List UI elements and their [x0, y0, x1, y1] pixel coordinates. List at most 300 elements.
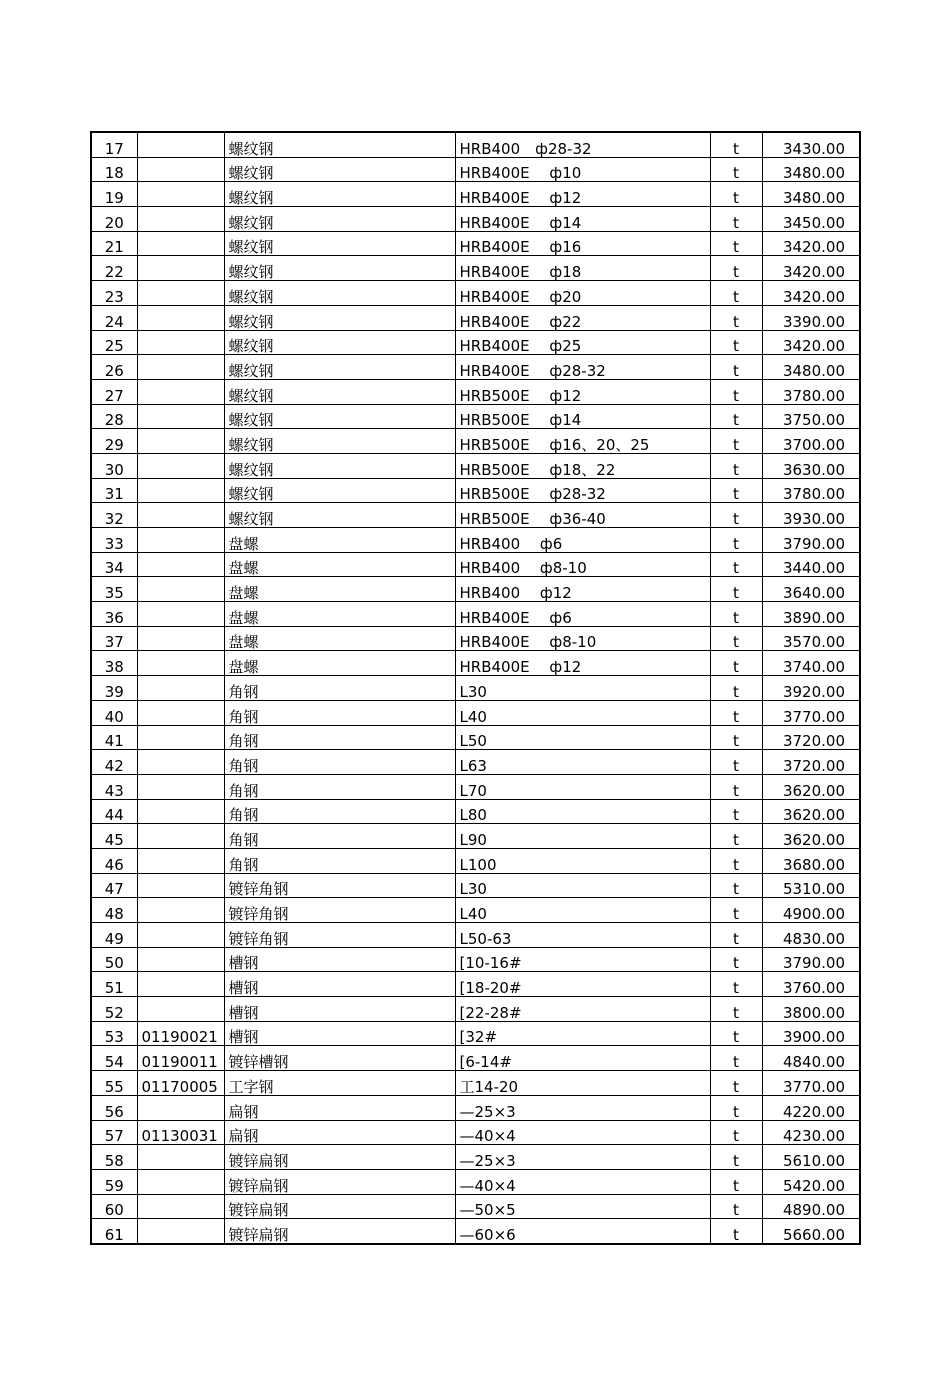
- material-name-cell: 螺纹钢: [224, 355, 455, 380]
- specification-cell: —50×5: [455, 1194, 710, 1219]
- row-number-cell: 38: [91, 651, 137, 676]
- price-cell: 3620.00: [762, 824, 860, 849]
- unit-cell: t: [710, 1219, 762, 1244]
- material-name-cell: 螺纹钢: [224, 256, 455, 281]
- row-number-cell: 17: [91, 132, 137, 157]
- price-table: [90, 131, 861, 1245]
- unit-cell: t: [710, 1071, 762, 1096]
- unit-cell: t: [710, 626, 762, 651]
- row-number-cell: 29: [91, 429, 137, 454]
- row-number-cell: 42: [91, 750, 137, 775]
- material-name-cell: 镀锌角钢: [224, 873, 455, 898]
- item-code-cell: [137, 848, 224, 873]
- price-cell: 3740.00: [762, 651, 860, 676]
- row-number-cell: 43: [91, 774, 137, 799]
- specification-cell: HRB400E ф16: [455, 231, 710, 256]
- table-row: [91, 602, 860, 627]
- price-cell: 3440.00: [762, 552, 860, 577]
- specification-cell: [18-20#: [455, 972, 710, 997]
- unit-cell: t: [710, 355, 762, 380]
- unit-cell: t: [710, 774, 762, 799]
- specification-cell: —25×3: [455, 1145, 710, 1170]
- material-name-cell: 螺纹钢: [224, 182, 455, 207]
- item-code-cell: [137, 305, 224, 330]
- item-code-cell: 01130031: [137, 1120, 224, 1145]
- material-name-cell: 螺纹钢: [224, 453, 455, 478]
- item-code-cell: [137, 182, 224, 207]
- row-number-cell: 30: [91, 453, 137, 478]
- table-row: [91, 281, 860, 306]
- item-code-cell: [137, 898, 224, 923]
- table-row: [91, 1169, 860, 1194]
- unit-cell: t: [710, 552, 762, 577]
- item-code-cell: [137, 1169, 224, 1194]
- row-number-cell: 33: [91, 528, 137, 553]
- table-row: [91, 132, 860, 157]
- item-code-cell: [137, 132, 224, 157]
- material-name-cell: 角钢: [224, 774, 455, 799]
- table-row: [91, 404, 860, 429]
- unit-cell: t: [710, 330, 762, 355]
- item-code-cell: [137, 676, 224, 701]
- specification-cell: [10-16#: [455, 947, 710, 972]
- price-cell: 3420.00: [762, 231, 860, 256]
- price-cell: 5420.00: [762, 1169, 860, 1194]
- specification-cell: L80: [455, 799, 710, 824]
- row-number-cell: 22: [91, 256, 137, 281]
- unit-cell: t: [710, 923, 762, 948]
- table-row: [91, 379, 860, 404]
- row-number-cell: 44: [91, 799, 137, 824]
- row-number-cell: 24: [91, 305, 137, 330]
- material-name-cell: 螺纹钢: [224, 157, 455, 182]
- specification-cell: —25×3: [455, 1095, 710, 1120]
- row-number-cell: 51: [91, 972, 137, 997]
- price-cell: 3480.00: [762, 157, 860, 182]
- table-row: [91, 429, 860, 454]
- item-code-cell: [137, 997, 224, 1022]
- price-cell: 4230.00: [762, 1120, 860, 1145]
- table-row: [91, 972, 860, 997]
- specification-cell: L63: [455, 750, 710, 775]
- row-number-cell: 52: [91, 997, 137, 1022]
- material-name-cell: 镀锌角钢: [224, 923, 455, 948]
- unit-cell: t: [710, 231, 762, 256]
- specification-cell: L40: [455, 898, 710, 923]
- price-cell: 3620.00: [762, 799, 860, 824]
- unit-cell: t: [710, 305, 762, 330]
- price-cell: 3480.00: [762, 182, 860, 207]
- price-cell: 3630.00: [762, 453, 860, 478]
- unit-cell: t: [710, 676, 762, 701]
- price-cell: 5610.00: [762, 1145, 860, 1170]
- unit-cell: t: [710, 1120, 762, 1145]
- price-cell: 3890.00: [762, 602, 860, 627]
- table-row: [91, 923, 860, 948]
- price-cell: 3700.00: [762, 429, 860, 454]
- price-cell: 3790.00: [762, 528, 860, 553]
- table-row: [91, 1021, 860, 1046]
- material-name-cell: 镀锌扁钢: [224, 1169, 455, 1194]
- item-code-cell: [137, 281, 224, 306]
- specification-cell: L70: [455, 774, 710, 799]
- specification-cell: HRB400E ф14: [455, 207, 710, 232]
- table-row: [91, 528, 860, 553]
- item-code-cell: [137, 1145, 224, 1170]
- table-row: [91, 355, 860, 380]
- material-name-cell: 螺纹钢: [224, 429, 455, 454]
- price-cell: 3420.00: [762, 256, 860, 281]
- unit-cell: t: [710, 997, 762, 1022]
- specification-cell: HRB500E ф14: [455, 404, 710, 429]
- unit-cell: t: [710, 700, 762, 725]
- material-name-cell: 螺纹钢: [224, 231, 455, 256]
- unit-cell: t: [710, 453, 762, 478]
- table-row: [91, 503, 860, 528]
- table-row: [91, 626, 860, 651]
- material-name-cell: 螺纹钢: [224, 132, 455, 157]
- row-number-cell: 28: [91, 404, 137, 429]
- item-code-cell: [137, 256, 224, 281]
- specification-cell: [32#: [455, 1021, 710, 1046]
- specification-cell: HRB400 ф12: [455, 577, 710, 602]
- item-code-cell: [137, 379, 224, 404]
- item-code-cell: [137, 873, 224, 898]
- table-row: [91, 750, 860, 775]
- unit-cell: t: [710, 602, 762, 627]
- material-name-cell: 螺纹钢: [224, 478, 455, 503]
- table-row: [91, 700, 860, 725]
- material-name-cell: 螺纹钢: [224, 207, 455, 232]
- unit-cell: t: [710, 281, 762, 306]
- table-row: [91, 256, 860, 281]
- material-name-cell: 角钢: [224, 700, 455, 725]
- item-code-cell: [137, 528, 224, 553]
- table-row: [91, 997, 860, 1022]
- price-cell: 3480.00: [762, 355, 860, 380]
- price-cell: 4840.00: [762, 1046, 860, 1071]
- row-number-cell: 41: [91, 725, 137, 750]
- specification-cell: HRB400E ф20: [455, 281, 710, 306]
- table-row: [91, 725, 860, 750]
- table-row: [91, 453, 860, 478]
- row-number-cell: 59: [91, 1169, 137, 1194]
- item-code-cell: [137, 1194, 224, 1219]
- material-name-cell: 盘螺: [224, 528, 455, 553]
- item-code-cell: 01190011: [137, 1046, 224, 1071]
- table-row: [91, 848, 860, 873]
- table-row: [91, 1219, 860, 1244]
- specification-cell: HRB400 ф6: [455, 528, 710, 553]
- specification-cell: L40: [455, 700, 710, 725]
- row-number-cell: 18: [91, 157, 137, 182]
- row-number-cell: 45: [91, 824, 137, 849]
- price-cell: 3390.00: [762, 305, 860, 330]
- price-cell: 3900.00: [762, 1021, 860, 1046]
- item-code-cell: [137, 404, 224, 429]
- item-code-cell: [137, 355, 224, 380]
- item-code-cell: [137, 923, 224, 948]
- table-row: [91, 1071, 860, 1096]
- unit-cell: t: [710, 207, 762, 232]
- table-row: [91, 873, 860, 898]
- unit-cell: t: [710, 404, 762, 429]
- row-number-cell: 49: [91, 923, 137, 948]
- price-cell: 3640.00: [762, 577, 860, 602]
- unit-cell: t: [710, 848, 762, 873]
- price-cell: 3770.00: [762, 1071, 860, 1096]
- row-number-cell: 60: [91, 1194, 137, 1219]
- material-name-cell: 盘螺: [224, 626, 455, 651]
- unit-cell: t: [710, 1095, 762, 1120]
- item-code-cell: [137, 429, 224, 454]
- specification-cell: HRB500E ф36-40: [455, 503, 710, 528]
- material-name-cell: 镀锌角钢: [224, 898, 455, 923]
- specification-cell: —60×6: [455, 1219, 710, 1244]
- row-number-cell: 34: [91, 552, 137, 577]
- row-number-cell: 31: [91, 478, 137, 503]
- item-code-cell: [137, 626, 224, 651]
- material-name-cell: 扁钢: [224, 1120, 455, 1145]
- table-row: [91, 577, 860, 602]
- row-number-cell: 58: [91, 1145, 137, 1170]
- material-name-cell: 镀锌扁钢: [224, 1194, 455, 1219]
- price-cell: 3420.00: [762, 330, 860, 355]
- unit-cell: t: [710, 1046, 762, 1071]
- specification-cell: 工14-20: [455, 1071, 710, 1096]
- material-name-cell: 槽钢: [224, 947, 455, 972]
- material-name-cell: 镀锌扁钢: [224, 1219, 455, 1244]
- unit-cell: t: [710, 750, 762, 775]
- price-cell: 3770.00: [762, 700, 860, 725]
- specification-cell: HRB400E ф28-32: [455, 355, 710, 380]
- item-code-cell: [137, 602, 224, 627]
- item-code-cell: [137, 453, 224, 478]
- price-cell: 4830.00: [762, 923, 860, 948]
- price-cell: 3790.00: [762, 947, 860, 972]
- unit-cell: t: [710, 873, 762, 898]
- specification-cell: L90: [455, 824, 710, 849]
- table-body: [91, 132, 860, 1244]
- material-name-cell: 槽钢: [224, 1021, 455, 1046]
- table-row: [91, 676, 860, 701]
- material-name-cell: 扁钢: [224, 1095, 455, 1120]
- material-name-cell: 螺纹钢: [224, 281, 455, 306]
- item-code-cell: [137, 774, 224, 799]
- material-name-cell: 螺纹钢: [224, 404, 455, 429]
- price-cell: 5310.00: [762, 873, 860, 898]
- material-name-cell: 盘螺: [224, 651, 455, 676]
- item-code-cell: [137, 478, 224, 503]
- specification-cell: L30: [455, 873, 710, 898]
- unit-cell: t: [710, 799, 762, 824]
- price-cell: 3420.00: [762, 281, 860, 306]
- material-name-cell: 角钢: [224, 799, 455, 824]
- row-number-cell: 61: [91, 1219, 137, 1244]
- row-number-cell: 21: [91, 231, 137, 256]
- table-row: [91, 182, 860, 207]
- specification-cell: L30: [455, 676, 710, 701]
- material-name-cell: 角钢: [224, 750, 455, 775]
- specification-cell: L50: [455, 725, 710, 750]
- specification-cell: HRB400E ф10: [455, 157, 710, 182]
- price-cell: 3720.00: [762, 725, 860, 750]
- item-code-cell: 01190021: [137, 1021, 224, 1046]
- specification-cell: HRB500E ф12: [455, 379, 710, 404]
- price-cell: 3930.00: [762, 503, 860, 528]
- table-row: [91, 774, 860, 799]
- unit-cell: t: [710, 528, 762, 553]
- price-cell: 3570.00: [762, 626, 860, 651]
- item-code-cell: [137, 1095, 224, 1120]
- specification-cell: —40×4: [455, 1120, 710, 1145]
- unit-cell: t: [710, 503, 762, 528]
- specification-cell: HRB400E ф8-10: [455, 626, 710, 651]
- row-number-cell: 57: [91, 1120, 137, 1145]
- price-cell: 3800.00: [762, 997, 860, 1022]
- row-number-cell: 39: [91, 676, 137, 701]
- item-code-cell: [137, 750, 224, 775]
- item-code-cell: [137, 207, 224, 232]
- item-code-cell: [137, 651, 224, 676]
- table-row: [91, 1046, 860, 1071]
- item-code-cell: [137, 503, 224, 528]
- specification-cell: —40×4: [455, 1169, 710, 1194]
- unit-cell: t: [710, 429, 762, 454]
- unit-cell: t: [710, 898, 762, 923]
- item-code-cell: [137, 552, 224, 577]
- unit-cell: t: [710, 132, 762, 157]
- unit-cell: t: [710, 947, 762, 972]
- item-code-cell: [137, 725, 224, 750]
- row-number-cell: 26: [91, 355, 137, 380]
- specification-cell: HRB500E ф18、22: [455, 453, 710, 478]
- item-code-cell: [137, 157, 224, 182]
- row-number-cell: 55: [91, 1071, 137, 1096]
- row-number-cell: 32: [91, 503, 137, 528]
- specification-cell: HRB400E ф22: [455, 305, 710, 330]
- material-name-cell: 螺纹钢: [224, 330, 455, 355]
- row-number-cell: 47: [91, 873, 137, 898]
- row-number-cell: 48: [91, 898, 137, 923]
- specification-cell: HRB400E ф25: [455, 330, 710, 355]
- row-number-cell: 40: [91, 700, 137, 725]
- material-name-cell: 工字钢: [224, 1071, 455, 1096]
- material-name-cell: 角钢: [224, 848, 455, 873]
- unit-cell: t: [710, 1145, 762, 1170]
- material-name-cell: 螺纹钢: [224, 305, 455, 330]
- price-cell: 5660.00: [762, 1219, 860, 1244]
- unit-cell: t: [710, 478, 762, 503]
- row-number-cell: 54: [91, 1046, 137, 1071]
- specification-cell: HRB400E ф18: [455, 256, 710, 281]
- material-name-cell: 螺纹钢: [224, 379, 455, 404]
- table-row: [91, 330, 860, 355]
- price-cell: 3780.00: [762, 478, 860, 503]
- table-row: [91, 478, 860, 503]
- price-cell: 3760.00: [762, 972, 860, 997]
- row-number-cell: 35: [91, 577, 137, 602]
- unit-cell: t: [710, 824, 762, 849]
- unit-cell: t: [710, 972, 762, 997]
- specification-cell: [22-28#: [455, 997, 710, 1022]
- material-name-cell: 槽钢: [224, 972, 455, 997]
- material-name-cell: 角钢: [224, 676, 455, 701]
- table-row: [91, 651, 860, 676]
- specification-cell: HRB400 ф8-10: [455, 552, 710, 577]
- unit-cell: t: [710, 651, 762, 676]
- row-number-cell: 46: [91, 848, 137, 873]
- material-name-cell: 盘螺: [224, 552, 455, 577]
- row-number-cell: 25: [91, 330, 137, 355]
- price-cell: 4890.00: [762, 1194, 860, 1219]
- material-name-cell: 螺纹钢: [224, 503, 455, 528]
- item-code-cell: 01170005: [137, 1071, 224, 1096]
- specification-cell: HRB400E ф12: [455, 651, 710, 676]
- specification-cell: L100: [455, 848, 710, 873]
- row-number-cell: 20: [91, 207, 137, 232]
- unit-cell: t: [710, 379, 762, 404]
- specification-cell: L50-63: [455, 923, 710, 948]
- item-code-cell: [137, 577, 224, 602]
- unit-cell: t: [710, 1021, 762, 1046]
- table-row: [91, 1120, 860, 1145]
- table-row: [91, 1194, 860, 1219]
- price-cell: 3680.00: [762, 848, 860, 873]
- material-name-cell: 盘螺: [224, 577, 455, 602]
- row-number-cell: 27: [91, 379, 137, 404]
- item-code-cell: [137, 947, 224, 972]
- price-cell: 3720.00: [762, 750, 860, 775]
- table-row: [91, 824, 860, 849]
- price-cell: 3450.00: [762, 207, 860, 232]
- table-row: [91, 157, 860, 182]
- row-number-cell: 37: [91, 626, 137, 651]
- material-name-cell: 角钢: [224, 824, 455, 849]
- price-cell: 3780.00: [762, 379, 860, 404]
- specification-cell: HRB400 ф28-32: [455, 132, 710, 157]
- row-number-cell: 36: [91, 602, 137, 627]
- table-row: [91, 1095, 860, 1120]
- table-row: [91, 898, 860, 923]
- price-cell: 4900.00: [762, 898, 860, 923]
- row-number-cell: 23: [91, 281, 137, 306]
- unit-cell: t: [710, 1194, 762, 1219]
- table-row: [91, 1145, 860, 1170]
- item-code-cell: [137, 700, 224, 725]
- specification-cell: HRB500E ф28-32: [455, 478, 710, 503]
- material-name-cell: 角钢: [224, 725, 455, 750]
- price-cell: 4220.00: [762, 1095, 860, 1120]
- unit-cell: t: [710, 182, 762, 207]
- table-row: [91, 552, 860, 577]
- item-code-cell: [137, 231, 224, 256]
- specification-cell: HRB400E ф12: [455, 182, 710, 207]
- table-row: [91, 947, 860, 972]
- material-name-cell: 镀锌槽钢: [224, 1046, 455, 1071]
- item-code-cell: [137, 1219, 224, 1244]
- table-row: [91, 799, 860, 824]
- material-name-cell: 镀锌扁钢: [224, 1145, 455, 1170]
- row-number-cell: 56: [91, 1095, 137, 1120]
- unit-cell: t: [710, 725, 762, 750]
- unit-cell: t: [710, 256, 762, 281]
- unit-cell: t: [710, 577, 762, 602]
- row-number-cell: 53: [91, 1021, 137, 1046]
- specification-cell: HRB500E ф16、20、25: [455, 429, 710, 454]
- row-number-cell: 19: [91, 182, 137, 207]
- specification-cell: HRB400E ф6: [455, 602, 710, 627]
